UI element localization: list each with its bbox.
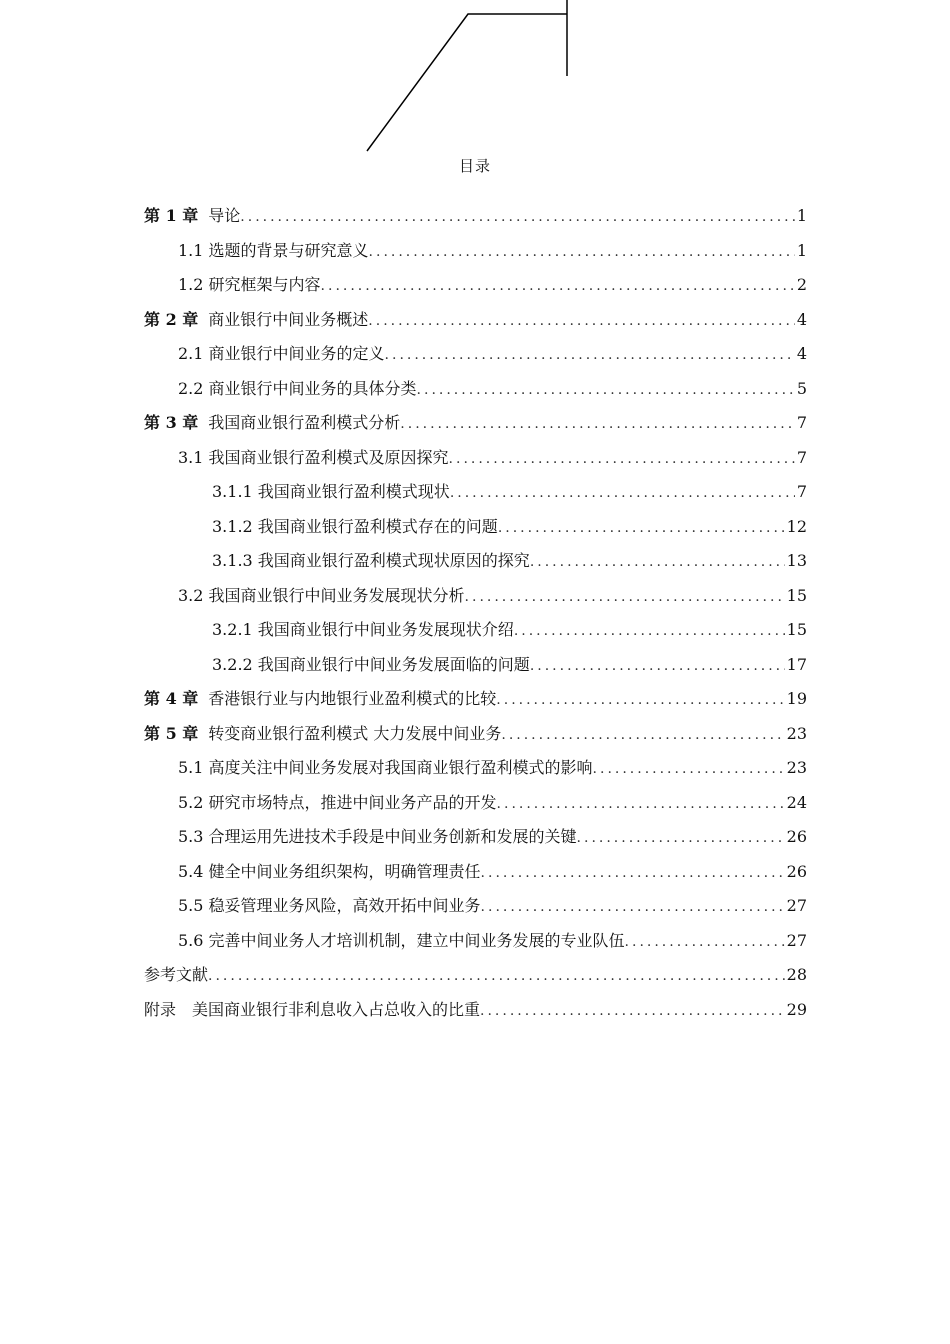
toc-entry[interactable] <box>144 303 807 337</box>
decorative-corner-lines <box>0 0 950 160</box>
toc-dot-leader <box>514 614 785 648</box>
toc-page-number: 26 <box>786 827 807 846</box>
toc-chapter-number: 第 1 章 <box>144 206 199 225</box>
toc-page-number: 15 <box>786 586 807 605</box>
toc-entry[interactable] <box>178 786 807 820</box>
toc-dot-leader <box>497 787 785 821</box>
toc-entry[interactable] <box>178 441 807 475</box>
toc-entry-title: 2.2 商业银行中间业务的具体分类 <box>178 379 417 398</box>
toc-chapter-number: 第 4 章 <box>144 689 199 708</box>
toc-chapter-number: 第 2 章 <box>144 310 199 329</box>
toc-dot-leader <box>481 890 785 924</box>
toc-entry[interactable] <box>212 613 807 647</box>
toc-dot-leader <box>385 338 795 372</box>
toc-page-number: 19 <box>786 689 807 708</box>
toc-dot-leader <box>530 545 785 579</box>
toc-entry-title: 3.2.2 我国商业银行中间业务发展面临的问题 <box>212 655 530 674</box>
toc-page-number: 1 <box>796 206 807 225</box>
toc-page-number: 24 <box>786 793 807 812</box>
toc-page-number: 23 <box>786 724 807 743</box>
toc-page-number: 15 <box>786 620 807 639</box>
toc-title: 目录 <box>458 157 491 175</box>
toc-chapter-number: 第 5 章 <box>144 724 199 743</box>
toc-entry-title: 5.4 健全中间业务组织架构，明确管理责任 <box>178 862 481 881</box>
toc-entry[interactable] <box>178 268 807 302</box>
toc-dot-leader <box>450 476 795 510</box>
toc-entry-title: 5.1 高度关注中间业务发展对我国商业银行盈利模式的影响 <box>178 758 593 777</box>
toc-dot-leader <box>465 580 785 614</box>
toc-entry[interactable] <box>144 406 807 440</box>
toc-page-number: 26 <box>786 862 807 881</box>
toc-entry-title: 3.1.2 我国商业银行盈利模式存在的问题 <box>212 517 498 536</box>
toc-dot-leader <box>208 959 785 993</box>
toc-entry[interactable] <box>178 855 807 889</box>
toc-entry-title: 3.1 我国商业银行盈利模式及原因探究 <box>178 448 449 467</box>
toc-dot-leader <box>501 718 784 752</box>
toc-entry[interactable] <box>144 958 807 992</box>
toc-entry[interactable] <box>212 510 807 544</box>
toc-entry-title: 2.1 商业银行中间业务的定义 <box>178 344 385 363</box>
toc-dot-leader <box>593 752 785 786</box>
toc-entry[interactable] <box>178 234 807 268</box>
toc-page-number: 7 <box>796 413 807 432</box>
toc-entry[interactable] <box>178 924 807 958</box>
toc-dot-leader <box>417 373 795 407</box>
toc-page-number: 27 <box>786 896 807 915</box>
toc-page-number: 29 <box>786 1000 807 1019</box>
toc-entry-title: 3.2 我国商业银行中间业务发展现状分析 <box>178 586 465 605</box>
toc-entry-title: 5.5 稳妥管理业务风险，高效开拓中间业务 <box>178 896 481 915</box>
toc-entry-title: 5.3 合理运用先进技术手段是中间业务创新和发展的关键 <box>178 827 577 846</box>
toc-entry[interactable] <box>178 889 807 923</box>
toc-entry-title: 商业银行中间业务概述 <box>208 310 369 329</box>
toc-entry[interactable] <box>212 544 807 578</box>
toc-dot-leader <box>480 994 785 1028</box>
toc-page-number: 28 <box>786 965 807 984</box>
toc-dot-leader <box>368 304 795 338</box>
toc-page-number: 1 <box>796 241 807 260</box>
toc-entry-title: 转变商业银行盈利模式 大力发展中间业务 <box>208 724 502 743</box>
toc-entry[interactable] <box>178 337 807 371</box>
toc-entry-title: 3.1.3 我国商业银行盈利模式现状原因的探究 <box>212 551 530 570</box>
toc-page-number: 4 <box>796 344 807 363</box>
toc-chapter-number: 第 3 章 <box>144 413 199 432</box>
toc-entry-title: 3.1.1 我国商业银行盈利模式现状 <box>212 482 450 501</box>
toc-dot-leader <box>321 269 795 303</box>
toc-entry-title: 香港银行业与内地银行业盈利模式的比较 <box>208 689 497 708</box>
toc-page-number: 4 <box>796 310 807 329</box>
toc-dot-leader <box>498 511 785 545</box>
toc-entry-title: 1.2 研究框架与内容 <box>178 275 321 294</box>
toc-entry[interactable] <box>178 820 807 854</box>
toc-dot-leader <box>625 925 785 959</box>
toc-entry[interactable] <box>144 682 807 716</box>
toc-page-number: 17 <box>786 655 807 674</box>
toc-entry[interactable] <box>144 717 807 751</box>
toc-dot-leader <box>400 407 795 441</box>
toc-entry[interactable] <box>144 993 807 1027</box>
toc-entry-title: 5.6 完善中间业务人才培训机制，建立中间业务发展的专业队伍 <box>178 931 625 950</box>
toc-entry-title: 我国商业银行盈利模式分析 <box>208 413 401 432</box>
toc-entry-title: 1.1 选题的背景与研究意义 <box>178 241 369 260</box>
toc-page-number: 5 <box>796 379 807 398</box>
toc-page-number: 12 <box>786 517 807 536</box>
toc-dot-leader <box>369 235 795 269</box>
toc-dot-leader <box>530 649 785 683</box>
toc-page-number: 7 <box>796 448 807 467</box>
toc-dot-leader <box>240 200 795 234</box>
toc-entry[interactable] <box>144 199 807 233</box>
toc-entry-title: 导论 <box>208 206 241 225</box>
toc-entry-title: 5.2 研究市场特点，推进中间业务产品的开发 <box>178 793 497 812</box>
toc-page-number: 2 <box>796 275 807 294</box>
toc-page-number: 13 <box>786 551 807 570</box>
toc-dot-leader <box>496 683 784 717</box>
toc-entry-title: 参考文献 <box>144 965 209 984</box>
toc-entry[interactable] <box>178 372 807 406</box>
toc-entry-title: 3.2.1 我国商业银行中间业务发展现状介绍 <box>212 620 514 639</box>
toc-page-number: 7 <box>796 482 807 501</box>
toc-dot-leader <box>449 442 795 476</box>
toc-dot-leader <box>577 821 785 855</box>
toc-page-number: 23 <box>786 758 807 777</box>
toc-dot-leader <box>481 856 785 890</box>
toc-entry[interactable] <box>212 648 807 682</box>
toc-entry-title: 附录 美国商业银行非利息收入占总收入的比重 <box>144 1000 481 1019</box>
toc-page-number: 27 <box>786 931 807 950</box>
toc-entry[interactable] <box>212 475 807 509</box>
toc-entry[interactable] <box>178 751 807 785</box>
toc-entry[interactable] <box>178 579 807 613</box>
